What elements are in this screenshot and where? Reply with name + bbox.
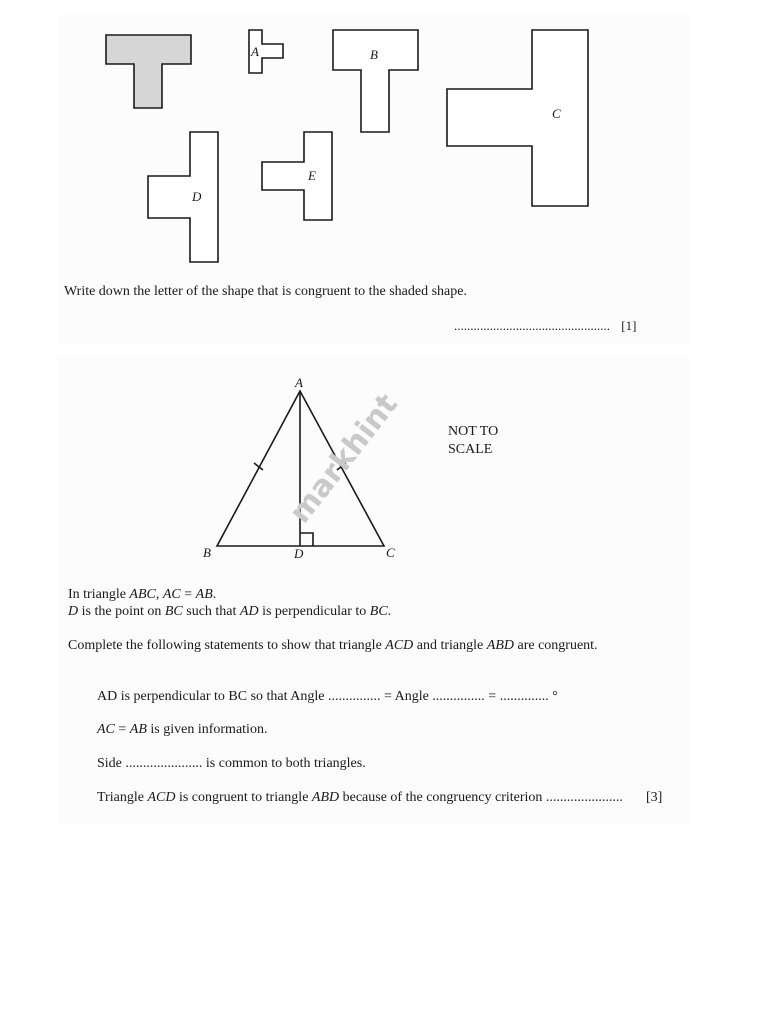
vertex-a-label: A <box>295 375 303 390</box>
given-line-2: D is the point on BC such that AD is perpendicular to BC. <box>68 604 392 619</box>
statement-common-side[interactable]: Side ...................... is common to both triangles. <box>97 756 366 771</box>
shape-e <box>262 132 332 220</box>
not-to-scale-line2: SCALE <box>448 442 493 457</box>
vertex-b-label: B <box>203 545 211 560</box>
isosceles-triangle-figure <box>203 375 395 561</box>
statement-angle[interactable]: AD is perpendicular to BC so that Angle ............... = Angle ............... = .............. ° <box>97 689 558 704</box>
statement-criterion[interactable]: Triangle ACD is congruent to triangle ABD because of the congruency criterion ...................... <box>97 790 623 805</box>
watermark: markhint <box>282 387 405 530</box>
shape-b <box>333 30 418 132</box>
instruction-text: Complete the following statements to show that triangle ACD and triangle ABD are congruent. <box>68 638 598 653</box>
question-1-text: Write down the letter of the shape that is congruent to the shaded shape. <box>64 284 467 299</box>
statement-given: AC = AB is given information. <box>97 722 268 737</box>
right-angle-marker <box>300 533 313 546</box>
shape-c <box>447 30 588 206</box>
marks-q2: [3] <box>646 790 663 805</box>
shape-a-label: A <box>251 44 259 59</box>
shape-e-label: E <box>308 168 316 183</box>
given-line-1: In triangle ABC, AC = AB. <box>68 587 217 602</box>
shape-d-label: D <box>192 189 202 204</box>
shape-d <box>148 132 218 262</box>
not-to-scale-line1: NOT TO <box>448 424 499 439</box>
vertex-d-label: D <box>294 546 304 561</box>
shaded-shape <box>106 35 191 108</box>
vertex-c-label: C <box>386 545 395 560</box>
shape-c-label: C <box>552 106 561 121</box>
answer-line-q1[interactable]: ................................................ <box>454 318 610 333</box>
shape-b-label: B <box>370 47 378 62</box>
marks-q1: [1] <box>621 318 637 333</box>
